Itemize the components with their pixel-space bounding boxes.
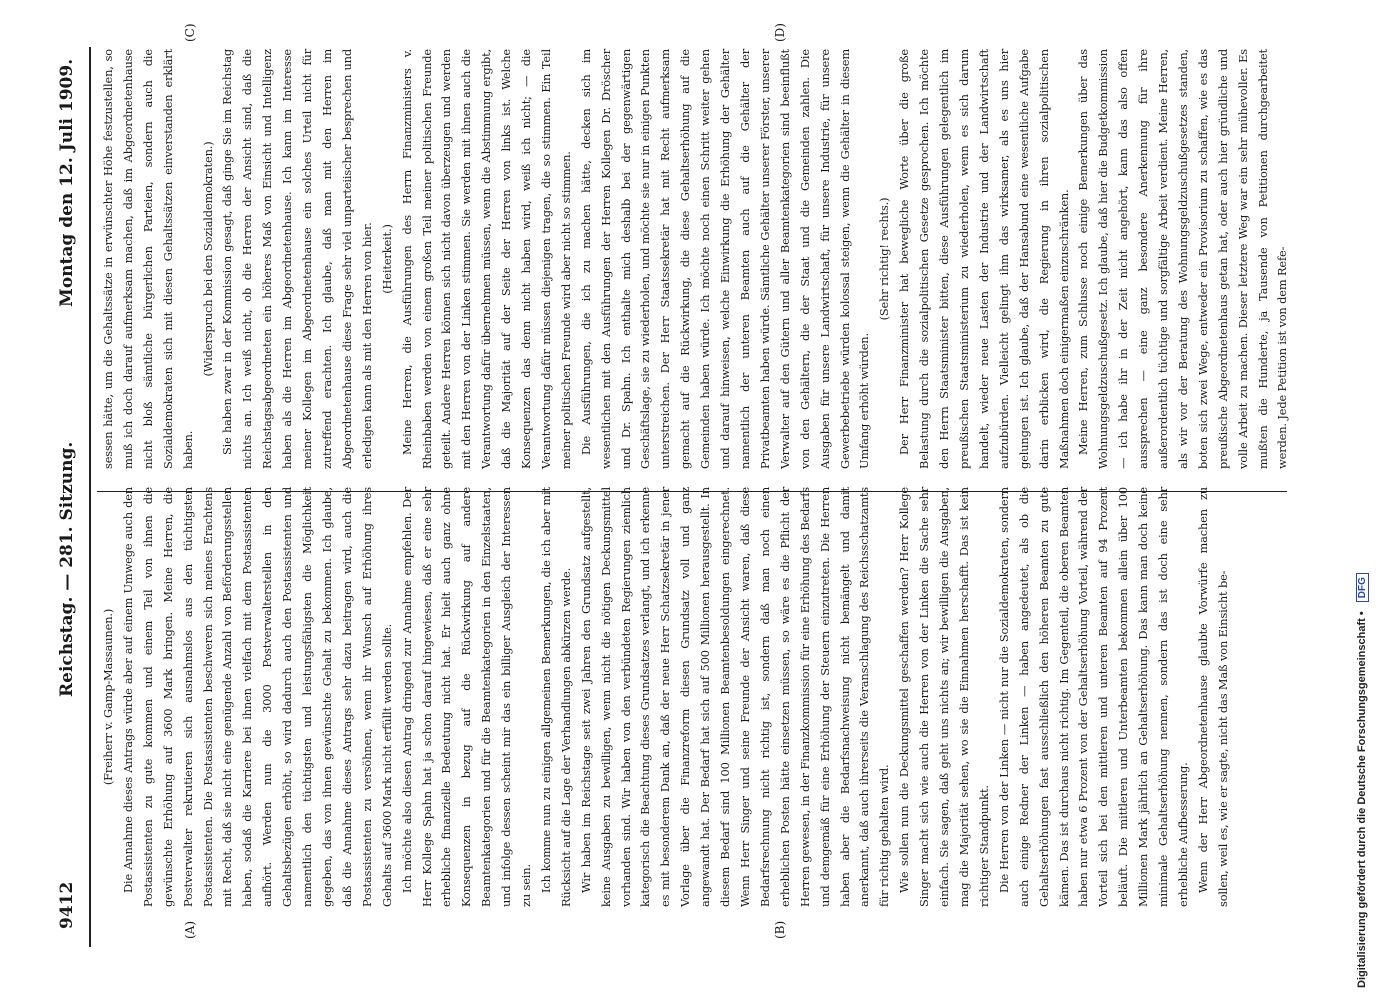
interjection: (Sehr richtig! rechts.): [877, 197, 892, 321]
margin-marker-c: (C): [183, 23, 197, 42]
paragraph: Ich möchte also diesen Antrag dringend zur Annahme empfehlen. Der Herr Kollege Spahn hat ja schon darauf hingewiesen, daß er eine sehr erhebliche finanzielle Bedeutung nicht hat. Er hielt auch ganz ohne Konsequenzen in bezug auf die Rückwirkung auf andere Beamtenkategorien und für die Beamtenkategorien in den Einzelstaaten, und infolge dessen scheint mir das ein billiger Ausgleich der Interessen zu sein.: [399, 487, 534, 907]
paragraph: Meine Herren, zum Schlusse noch einige Bemerkungen über das Wohnungsgeldzuschußgesetz. Ich glaube, daß hier die Budgetkommission — ich habe ihr in der Zeit nicht angehört, kann das also offen aussprechen — eine ganz besondere Anerkennung für ihre außerordentlich tüchtige und sorgfältige Arbeit verdient. Meine Herren, als wir vor der Beratung des Wohnungsgeldzuschußgesetzes standen, boten sich zwei Wege, entweder ein Provisorium zu schaffen, wie es das preußische Abgeordnetenhaus getan hat, oder auch hier gründliche und volle Arbeit zu machen. Dieser letztere Weg war ein sehr mühevoller. Es mußten die Hunderte, ja Tausende von Petitionen durchgearbeitet werden. Jede Petition ist von dem Refe-: [1076, 49, 1290, 469]
header-date: Montag den 12. Juli 1909.: [57, 58, 77, 307]
margin-marker-a: (A): [183, 920, 197, 939]
paragraph: Ich komme nun zu einigen allgemeinen Bemerkungen, die ich aber mit Rücksicht auf die Lage der Verhandlungen abkürzen werde.: [538, 487, 573, 907]
paragraph: Wenn der Herr Abgeordnetenhause glaubte Vorwürfe machen zu sollen, weil es, wie er sagte, nicht das Maß von Einsicht be-: [1195, 487, 1230, 907]
speaker-line: (Freiherr v. Gamp-Massaunen.): [101, 608, 115, 786]
credit-text: Digitalisierung gefördert durch die Deutsche Forschungsgemeinschaft •: [1356, 611, 1368, 988]
dfg-logo: DFG: [1356, 573, 1369, 602]
page-header: [53, 47, 81, 947]
header-session: Reichstag. — 281. Sitzung.: [57, 441, 77, 697]
paragraph: Wie sollen nun die Deckungsmittel geschaffen werden? Herr Kollege Singer macht sich wie auch die Herren von der Linken die Sache sehr einfach. Sie sagen, daß geht uns nichts an; wir bewilligen die Ausgaben, mag die Majorität sehen, wo sie die Einnahmen herschafft. Das ist kein richtiger Standpunkt.: [897, 487, 991, 907]
digitization-credit: [1356, 8, 1372, 988]
paragraph: Sie haben zwar in der Kommission gesagt, daß ginge Sie im Reichstag nichts an. Ich weiß nicht, ob die Herren der Ansicht sind, daß die Reichstagsabgeordneten ein höheres Maß von Einsicht und Intelligenz haben als die Herren im Abgeordnetenhause. Ich kann im Interesse meiner Kollegen im Abgeordnetenhause ein solches Urteil nicht für zutreffend erachten. Ich glaube, daß man mit den Herren im Abgeordnetenhause diese Frage sehr viel unparteiischer besprechen und erledigen kann als mit den Herren von hier.: [220, 49, 374, 469]
paragraph: Die Annahme dieses Antrags würde aber auf einem Umwege auch den Postassistenten zu gute kommen und einem Teil von ihnen die gewünschte Erhöhung auf 3600 Mark bringen. Meine Herren, die Postverwalter rekrutieren sich ausnahmslos aus den tüchtigsten Postassistenten. Die Postassistenten beschweren sich meines Erachtens mit Recht, daß sie nicht eine genügende Anzahl von Beförderungsstellen haben, sodaß die Karriere bei ihnen vielfach mit dem Postassistenten aufhört. Werden nun die 3000 Postverwalterstellen in den Gehaltsbezügen erhöht, so wird dadurch auch den Postassistenten und namentlich den tüchtigsten und leistungsfähigsten die Möglichkeit gegeben, das von ihnen gewünschte Gehalt zu bekommen. Ich glaube, daß die Annahme dieses Antrags sehr dazu beitragen wird, auch die Postassistenten zu versöhnen, wenn ihr Wunsch auf Erhöhung ihres Gehalts auf 3600 Mark nicht erfüllt werden sollte.: [120, 487, 394, 907]
page-number: 9412: [57, 881, 77, 929]
interjection: (Widerspruch bei den Sozialdemokraten.): [200, 141, 215, 377]
paragraph: sessen hätte, um die Gehaltssätze in erwünschter Höhe festzustellen, so muß ich doch darauf aufmerksam machen, daß im Abgeordnetenhause nicht bloß sämtliche bürgerlichen Parteien, sondern auch die Sozialdemokraten sich mit diesen Gehaltssätzen einverstanden erklärt haben.: [101, 49, 195, 469]
left-column: [99, 487, 1279, 907]
column-divider: [97, 491, 1287, 492]
paragraph: Der Herr Finanzminister hat bewegliche Worte über die große Belastung durch die sozialpolitischen Gesetze gesprochen. Ich möchte den Herrn Staatsminister bitten, diese Ausführungen gelegentlich im preußischen Staatsministerium zu wiederholen, wenn es sich darum handelt, wieder neue Lasten der Industrie und der Landwirtschaft aufzubürden. Vielleicht gelingt ihm das wirksamer, als es uns hier gelungen ist. Ich glaube, daß der Hansabund eine wesentliche Aufgabe darin erblicken wird, die Regierung in ihren sozialpolitischen Maßnahmen doch einigermaßen einzuschränken.: [897, 49, 1071, 469]
rotated-page: [53, 23, 1323, 947]
header-rule: [89, 47, 91, 947]
paragraph: Meine Herren, die Ausführungen des Herrn Finanzministers v. Rheinbaben werden von einem großen Teil meiner politischen Freunde geteilt. Andere Herren können sich nicht davon überzeugen und werden mit den Herren von der Linken stimmen. Sie werden mit ihnen auch die Verantwortung dafür übernehmen müssen, wenn die Abstimmung ergibt, daß die Majorität auf der Seite der Herren von links ist. Welche Konsequenzen das denn nicht haben wird, weiß ich nicht; — die Verantwortung dafür müssen diejenigen tragen, die so stimmen. Ein Teil meiner politischen Freunde wird aber nicht so stimmen.: [399, 49, 573, 469]
paragraph: Wir haben im Reichstage seit zwei Jahren den Grundsatz aufgestellt, keine Ausgaben zu bewilligen, wenn nicht die nötigen Deckungsmittel vorhanden sind. Wir haben von den verbündeten Regierungen ziemlich kategorisch die Beachtung dieses Grundsatzes verlangt, und ich erkenne es mit besonderem Dank an, daß der neue Herr Schatzsekretär in jener Vorlage über die Finanzreform diesen Grundsatz voll und ganz angewandt hat. Der Bedarf hat sich auf 500 Millionen herausgestellt. In diesem Bedarf sind 100 Millionen Beamtenbesoldungen eingerechnet. Wenn Herr Singer und seine Freunde der Ansicht waren, daß diese Bedarfsrechnung nicht richtig ist, sondern daß man noch einen erheblichen Posten hätte einsetzen müssen, so wäre es die Pflicht der Herren gewesen, in der Finanzkommission für eine Erhöhung des Bedarfs und demgemäß für eine Erhöhung der Steuern einzutreten. Die Herren haben aber die Bedarfsnachweisung nicht bemängelt und damit anerkannt, daß auch ihrerseits die Veranschlagung des Reichsschatzamts für richtig gehalten wird.: [578, 487, 892, 907]
margin-marker-b: (B): [773, 920, 787, 939]
paragraph: Die Ausführungen, die ich zu machen hätte, decken sich im wesentlichen mit den Ausführungen der Herren Kollegen Dr. Dröscher und Dr. Spahn. Ich enthalte mich deshalb bei der gegenwärtigen Geschäftslage, sie zu wiederholen, und möchte sie nur in einigen Punkten unterstreichen. Der Herr Staatssekretär hat mit Recht aufmerksam gemacht auf die Rückwirkung, die diese Gehaltserhöhung auf die Gemeinden haben würde. Ich möchte noch einen Schritt weiter gehen und darauf hinweisen, welche Einwirkung die Erhöhung der Gehälter namentlich der unteren Beamten auch auf die Gehälter der Privatbeamten haben würde. Sämtliche Gehälter unserer Förster, unserer Verwalter auf den Gütern und aller Beamtenkategorien sind beeinflußt von den Gehältern, die der Staat und die Gemeinden zahlen. Die Ausgaben für unsere Landwirtschaft, für unsere Industrie, für unsere Gewerbebetriebe würden kolossal steigen, wenn die Gehälter in diesem Umfang erhöht würden.: [578, 49, 872, 469]
right-column: [99, 49, 1290, 469]
margin-marker-d: (D): [773, 23, 787, 42]
interjection: (Heiterkeit.): [379, 224, 394, 294]
paragraph: Die Herren von der Linken — nicht nur die Sozialdemokraten, sondern auch einige Redner der Linken — haben angedeutet, als ob die Gehaltserhöhungen fast ausschließlich den höheren Beamten zu gute kämen. Das ist durchaus nicht richtig. Im Gegenteil, die oberen Beamten haben nur etwa 6 Prozent von der Gehaltserhöhung Vorteil, während der Vorteil sich bei den mittleren und unteren Beamten auf 94 Prozent beläuft. Die mittleren und Unterbeamten bekommen allein über 100 Millionen Mark jährlich an Gehaltserhöhung. Das kann man doch keine minimale Gehaltserhöhung nennen, sondern das ist doch eine sehr erhebliche Aufbesserung.: [996, 487, 1190, 907]
